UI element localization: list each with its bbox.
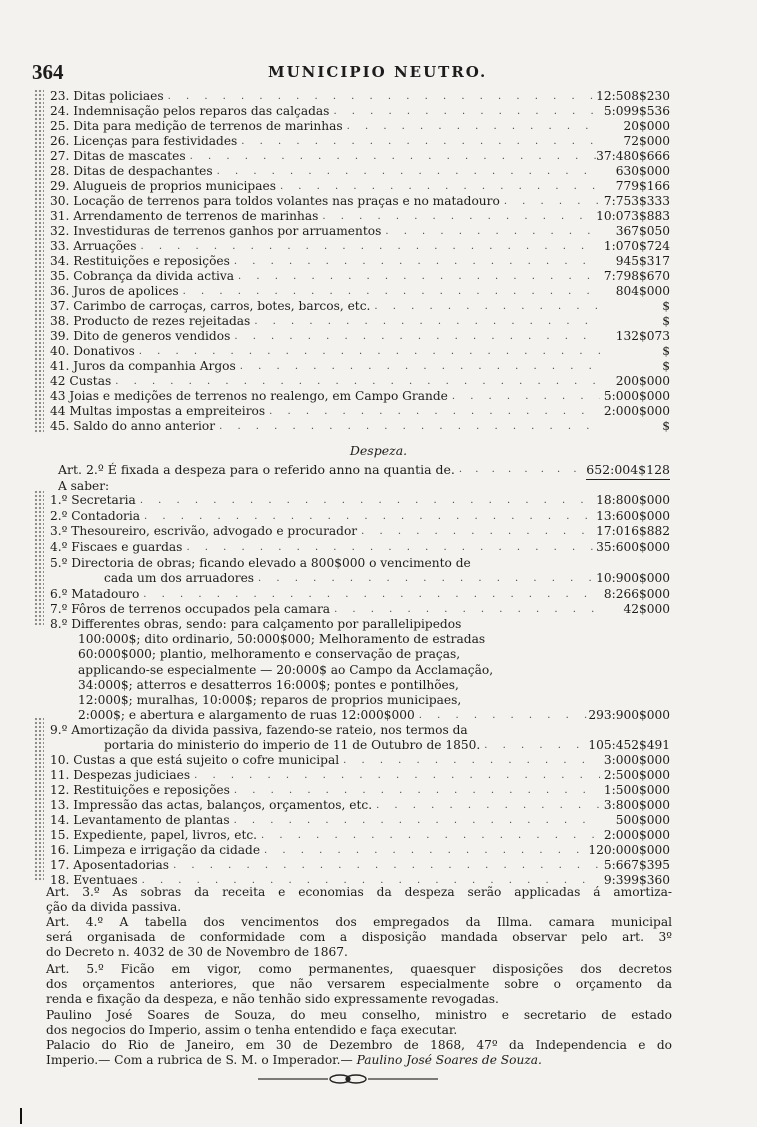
ledger-row: [50, 89, 670, 104]
item5-line2: cada um dos arruadores: [104, 571, 255, 585]
item-label: 40. Donativos: [50, 344, 135, 358]
leader-dots: [250, 314, 600, 329]
item-amount: 3:800$000: [603, 798, 670, 812]
leader-dots: [480, 738, 588, 753]
ledger-row: [50, 493, 670, 508]
item-amount: 779$166: [615, 179, 670, 193]
item-label: 25. Dita para medição de terrenos de marinhas: [50, 119, 343, 133]
art3-line1: Art. 3.º As sobras da receita e economias da despeza serão applicadas á amortiza-: [46, 885, 672, 899]
ledger-row: [50, 269, 670, 284]
ledger-row: [50, 209, 670, 224]
item-label: 15. Expediente, papel, livros, etc.: [50, 828, 258, 842]
item-amount: 5:099$536: [603, 104, 670, 118]
ledger-row: [50, 509, 670, 524]
item-label: 23. Ditas policiaes: [50, 89, 164, 103]
leader-dots: [135, 344, 600, 359]
ledger-row: [50, 164, 670, 179]
item-amount: 5:000$000: [603, 389, 670, 403]
item-amount: 500$000: [615, 813, 670, 827]
leader-dots: [215, 419, 600, 434]
leader-dots: [357, 524, 596, 539]
item-label: 37. Carimbo de carroças, carros, botes, barcos, etc.: [50, 299, 371, 313]
item-amount: $: [662, 344, 670, 358]
item-label: 29. Alugueis de proprios municipaes: [50, 179, 276, 193]
ledger-row: [50, 419, 670, 434]
item-label: 14. Levantamento de plantas: [50, 813, 230, 827]
ledger-row: [50, 359, 670, 374]
print-mark: [20, 1108, 22, 1124]
leader-dots: [343, 119, 600, 134]
a-saber: A saber:: [58, 479, 110, 493]
item-label: 18. Eventuaes: [50, 873, 138, 887]
item-label: 17. Aposentadorias: [50, 858, 170, 872]
leader-dots: [276, 179, 600, 194]
leader-dots: [237, 134, 600, 149]
running-title: MUNICIPIO NEUTRO.: [268, 63, 488, 81]
item-label: 3.º Thesoureiro, escrivão, advogado e procurador: [50, 524, 358, 538]
ledger-row: [50, 540, 670, 555]
ledger-row: [50, 134, 670, 149]
item-amount: $: [662, 359, 670, 373]
item9-line1: 9.º Amortização da divida passiva, fazendo-se rateio, nos termos da: [50, 723, 468, 737]
ledger-row: [50, 768, 670, 783]
bracket-receita: [34, 89, 44, 434]
leader-dots: [234, 269, 600, 284]
item-amount: 9:399$360: [603, 873, 670, 887]
item8-amount: 293:900$000: [588, 708, 670, 722]
ledger-row: [50, 284, 670, 299]
art3-line2: ção da divida passiva.: [46, 900, 182, 914]
item-label: 38. Producto de rezes rejeitadas: [50, 314, 251, 328]
item-amount: 35:600$000: [596, 539, 670, 554]
item-amount: 17:016$882: [596, 524, 670, 538]
leader-dots: [139, 587, 600, 602]
leader-dots: [339, 753, 600, 768]
leader-dots: [257, 828, 600, 843]
leader-dots: [230, 254, 600, 269]
art5-line3: renda e fixação da despeza, e não tenhão sido expressamente revogadas.: [46, 992, 499, 1006]
art4-line1: Art. 4.º A tabella dos vencimentos dos empregados da Illma. camara municipal: [46, 915, 672, 929]
art2-total-row: [58, 462, 670, 480]
leader-dots: [186, 149, 596, 164]
item-amount: 37:480$666: [596, 149, 670, 163]
item8-line: 60:000$000; plantio, melhoramento e conservação de praças,: [78, 647, 461, 662]
ledger-row: [50, 524, 670, 539]
item8-line: 12:000$; muralhas, 10:000$; reparos de proprios municipaes,: [78, 693, 462, 707]
ledger-row: [50, 194, 670, 209]
item-amount: 945$317: [615, 254, 670, 268]
item-label: 35. Cobrança da divida activa: [50, 269, 235, 283]
item-amount: 7:753$333: [603, 194, 670, 208]
leader-dots: [381, 224, 600, 239]
leader-dots: [455, 462, 586, 480]
ledger-row: [50, 329, 670, 344]
ledger-row: [50, 344, 670, 359]
item-label: 42 Custas: [50, 374, 112, 388]
item-label: 2.º Contadoria: [50, 508, 141, 523]
item-amount: 367$050: [615, 224, 670, 238]
item-label: 4.º Fiscaes e guardas: [50, 539, 183, 554]
item-amount: $: [662, 419, 670, 433]
item-label: 7.º Fôros de terrenos occupados pela camara: [50, 602, 331, 616]
item9-amount: 105:452$491: [588, 738, 670, 752]
item-amount: 7:798$670: [603, 269, 670, 283]
item-label: 34. Restituições e reposições: [50, 254, 230, 268]
leader-dots: [500, 194, 600, 209]
leader-dots: [415, 708, 589, 723]
item-amount: 10:073$883: [596, 209, 670, 223]
ledger-row: [50, 254, 670, 269]
item-amount: 5:667$395: [603, 858, 670, 872]
leader-dots: [169, 858, 600, 873]
leader-dots: [370, 299, 600, 314]
item-amount: 12:508$230: [596, 89, 670, 103]
signature-para2-line2: [46, 1053, 672, 1068]
item-label: 24. Indemnisação pelos reparos das calçadas: [50, 104, 330, 118]
item8-line: 100:000$; dito ordinario, 50:000$000; Melhoramento de estradas: [78, 632, 486, 647]
ledger-row: [50, 389, 670, 404]
leader-dots: [260, 843, 588, 858]
bracket-despeza-2: [34, 717, 44, 882]
ledger-row: [50, 753, 670, 768]
item-amount: 8:266$000: [603, 587, 670, 601]
art4-line2: será organisada de conformidade com a disposição mandada observar pelo art. 3º: [46, 930, 672, 944]
item-label: 1.º Secretaria: [50, 493, 136, 507]
leader-dots: [230, 783, 600, 798]
item5-line1: 5.º Directoria de obras; ficando elevado a 800$000 o vencimento de: [50, 556, 471, 570]
item-amount: 1:070$724: [603, 239, 670, 253]
art5-line2: dos orçamentos anteriores, que não versarem especialmente sobre o orçamento da: [46, 977, 672, 991]
signature-para2-line1: Palacio do Rio de Janeiro, em 30 de Dezembro de 1868, 47º da Independencia e do: [46, 1038, 672, 1052]
ledger-row: [50, 119, 670, 134]
leader-dots: [318, 209, 596, 224]
ledger-row: [50, 224, 670, 239]
bracket-despeza-1: [34, 490, 44, 625]
signature-text: Imperio.— Com a rubrica de S. M. o Imperador.—: [46, 1053, 353, 1067]
item8-line: applicando-se especialmente — 20:000$ ao Campo da Acclamação,: [78, 662, 494, 677]
leader-dots: [448, 389, 600, 404]
leader-dots: [111, 374, 600, 389]
item-amount: 2:500$000: [603, 768, 670, 782]
item-label: 16. Limpeza e irrigação da cidade: [50, 843, 261, 857]
leader-dots: [182, 540, 596, 555]
leader-dots: [230, 329, 600, 344]
page-number: 364: [32, 60, 64, 84]
item-label: 30. Locação de terrenos para toldos volantes nas praças e no matadouro: [50, 194, 500, 208]
ledger-row: [50, 374, 670, 389]
art5-line1: Art. 5.º Ficão em vigor, como permanentes, quaesquer disposições dos decretos: [46, 962, 672, 976]
leader-dots: [213, 164, 600, 179]
item-amount: 630$000: [615, 164, 670, 178]
art4-line3: do Decreto n. 4032 de 30 de Novembro de 1867.: [46, 945, 348, 959]
leader-dots: [140, 509, 596, 524]
item-amount: 42$000: [623, 602, 670, 616]
item-label: 10. Custas a que está sujeito o cofre municipal: [50, 753, 340, 767]
ledger-row: [50, 239, 670, 254]
ledger-row: [50, 404, 670, 419]
item9-line2: portaria do ministerio do imperio de 11 de Outubro de 1850.: [104, 738, 481, 752]
item-label: 33. Arruações: [50, 239, 137, 253]
item-amount: 72$000: [623, 134, 670, 148]
item-label: 13. Impressão das actas, balanços, orçamentos, etc.: [50, 798, 373, 812]
art2-amount: 652:004$128: [586, 462, 670, 480]
item-amount: 20$000: [623, 119, 670, 133]
leader-dots: [179, 284, 600, 299]
item-label: 27. Ditas de mascates: [50, 149, 186, 163]
item5-amount: 10:900$000: [596, 571, 670, 585]
item-amount: 2:000$000: [603, 404, 670, 418]
item-label: 26. Licenças para festividades: [50, 134, 238, 148]
item-label: 31. Arrendamento de terrenos de marinhas: [50, 209, 319, 223]
leader-dots: [265, 404, 600, 419]
ledger-row: [50, 179, 670, 194]
item8-line: 8.º Differentes obras, sendo: para calçamento por parallelipipedos: [50, 617, 462, 631]
item-label: 28. Ditas de despachantes: [50, 164, 213, 178]
ledger-row: [50, 858, 670, 873]
leader-dots: [236, 359, 600, 374]
item-label: 44 Multas impostas a empreiteiros: [50, 404, 266, 418]
item-amount: 200$000: [615, 374, 670, 388]
item-label: 43 Joias e medições de terrenos no realengo, em Campo Grande: [50, 389, 448, 403]
section-heading-despeza: Despeza.: [349, 443, 408, 458]
leader-dots: [190, 768, 600, 783]
item-amount: 120:000$000: [588, 843, 670, 857]
leader-dots: [330, 602, 600, 617]
ledger-row: [50, 299, 670, 314]
item-label: 6.º Matadouro: [50, 587, 140, 601]
item-label: 32. Investiduras de terrenos ganhos por arruamentos: [50, 224, 382, 238]
item8-line: 34:000$; atterros e desatterros 16:000$; pontes e pontilhões,: [78, 677, 459, 692]
item-label: 12. Restituições e reposições: [50, 783, 230, 797]
item-label: 11. Despezas judiciaes: [50, 768, 191, 782]
ledger-row: [50, 828, 670, 843]
item-amount: 1:500$000: [603, 783, 670, 797]
item-amount: 2:000$000: [603, 828, 670, 842]
ledger-row: [50, 783, 670, 798]
item-amount: 3:000$000: [603, 753, 670, 767]
leader-dots: [164, 89, 596, 104]
signature-name: Paulino José Soares de Souza.: [356, 1053, 542, 1067]
item-amount: 18:800$000: [596, 493, 670, 507]
ledger-row: [50, 798, 670, 813]
item-amount: $: [662, 299, 670, 313]
ledger-row: [50, 104, 670, 119]
leader-dots: [372, 798, 600, 813]
signature-para1-line2: dos negocios do Imperio, assim o tenha entendido e faça executar.: [46, 1023, 458, 1037]
item8-last-line: 2:000$; e abertura e alargamento de ruas 12:000$000: [78, 708, 415, 722]
leader-dots: [136, 239, 600, 254]
leader-dots: [254, 571, 596, 586]
ledger-row: [50, 149, 670, 164]
leader-dots: [136, 493, 596, 508]
leader-dots: [329, 104, 600, 119]
page-header: [32, 60, 672, 86]
item-amount: $: [662, 314, 670, 328]
leader-dots: [230, 813, 600, 828]
item-amount: 13:600$000: [596, 508, 670, 523]
item-label: 36. Juros de apolices: [50, 284, 179, 298]
ledger-row: [50, 813, 670, 828]
ledger-row: [50, 602, 670, 617]
item-amount: 804$000: [615, 284, 670, 298]
art2-text: Art. 2.º É fixada a despeza para o referido anno na quantia de.: [58, 462, 455, 477]
item-label: 45. Saldo do anno anterior: [50, 419, 216, 433]
ledger-row: [50, 843, 670, 858]
signature-para1-line1: Paulino José Soares de Souza, do meu conselho, ministro e secretario de estado: [46, 1008, 672, 1022]
item8-last-row: [50, 708, 670, 723]
item-label: 41. Juros da companhia Argos: [50, 359, 236, 373]
item9-row: [50, 738, 670, 753]
ledger-row: [50, 587, 670, 602]
ledger-row: [50, 314, 670, 329]
item-amount: 132$073: [615, 329, 670, 343]
item-label: 39. Dito de generos vendidos: [50, 329, 231, 343]
ornament-divider-icon: [258, 1072, 438, 1086]
item5-row: [50, 571, 670, 586]
